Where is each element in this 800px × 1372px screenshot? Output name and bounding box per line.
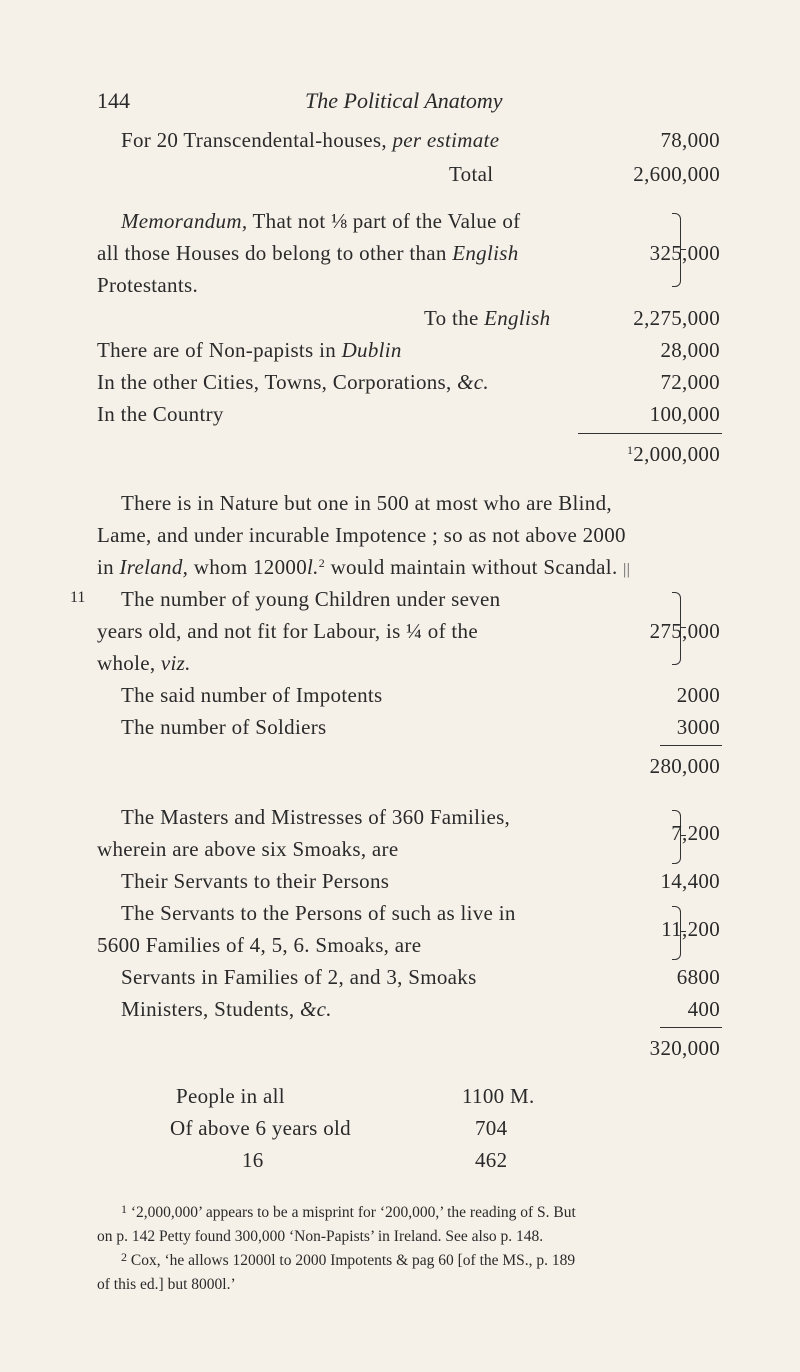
servants2-line1: The Servants to the Persons of such as live in xyxy=(121,901,516,925)
masters-line2: wherein are above six Smoaks, are xyxy=(97,837,399,861)
english-value: 2,275,000 xyxy=(633,306,720,330)
english-label: To the English xyxy=(424,306,551,330)
soldiers-value: 3000 xyxy=(676,715,720,739)
dublin-value: 28,000 xyxy=(660,338,720,362)
transcendental-label: For 20 Transcendental-houses, per estimate xyxy=(121,128,500,152)
footnote-ref-1: 1 xyxy=(626,443,634,457)
ministers-value: 400 xyxy=(687,997,720,1021)
footnote-ref-2: 2 xyxy=(318,556,326,570)
sum-rule-1 xyxy=(578,433,722,434)
children-value: 275,000 xyxy=(649,619,720,643)
margin-line-number: 11 xyxy=(70,589,86,606)
memorandum-line1: Memorandum, That not ⅛ part of the Value of xyxy=(121,209,521,233)
dublin-label: There are of Non-papists in Dublin xyxy=(97,338,402,362)
servants3-label: Servants in Families of 2, and 3, Smoaks xyxy=(121,965,477,989)
country-label: In the Country xyxy=(97,402,224,426)
summary-row3-label: 16 xyxy=(242,1148,264,1172)
footnote-1-line1: $^1$ ‘2,000,000’ appears to be a misprint for ‘200,000,’ the reading of S. But xyxy=(121,1202,576,1221)
cities-value: 72,000 xyxy=(660,370,720,394)
masters-line1: The Masters and Mistresses of 360 Families, xyxy=(121,805,511,829)
masters-value: 7,200 xyxy=(671,821,720,845)
summary-row1-label: People in all xyxy=(176,1084,285,1108)
children-line2: years old, and not fit for Labour, is ¼ of the xyxy=(97,619,478,643)
footnote-2-line2: of this ed.] but 8000l.’ xyxy=(97,1276,236,1293)
paragraph-line1: There is in Nature but one in 500 at most who are Blind, xyxy=(121,491,612,515)
soldiers-label: The number of Soldiers xyxy=(121,715,327,739)
total-value: 2,600,000 xyxy=(633,162,720,186)
cities-label: In the other Cities, Towns, Corporations, &c. xyxy=(97,370,489,394)
sum-value-3: 320,000 xyxy=(649,1036,720,1060)
paragraph-line2: Lame, and under incurable Impotence ; so as not above 2000 xyxy=(97,523,626,547)
sum-rule-3 xyxy=(660,1027,722,1028)
transcendental-value: 78,000 xyxy=(660,128,720,152)
impotents-label: The said number of Impotents xyxy=(121,683,383,707)
servants-label: Their Servants to their Persons xyxy=(121,869,390,893)
servants3-value: 6800 xyxy=(676,965,720,989)
footnote-1-line2: on p. 142 Petty found 300,000 ‘Non-Papists’ in Ireland. See also p. 148. xyxy=(97,1228,544,1245)
memorandum-value: 325,000 xyxy=(649,241,720,265)
servants2-line2: 5600 Families of 4, 5, 6. Smoaks, are xyxy=(97,933,422,957)
children-line1: The number of young Children under seven xyxy=(121,587,501,611)
ministers-label: Ministers, Students, &c. xyxy=(121,997,332,1021)
memorandum-line2: all those Houses do belong to other than English xyxy=(97,241,519,265)
country-value: 100,000 xyxy=(649,402,720,426)
footnote-2-mark: 2 xyxy=(121,1250,127,1264)
summary-row3-value: 462 xyxy=(475,1148,508,1172)
servants-value: 14,400 xyxy=(660,869,720,893)
footnote-1-mark: 1 xyxy=(121,1202,127,1216)
summary-row2-value: 704 xyxy=(475,1116,508,1140)
children-line3: whole, viz. xyxy=(97,651,191,675)
summary-row2-label: Of above 6 years old xyxy=(170,1116,351,1140)
summary-row1-value: 1100 M. xyxy=(462,1084,535,1108)
running-title: The Political Anatomy xyxy=(305,88,503,113)
total-label: Total xyxy=(449,162,494,186)
servants2-value: 11,200 xyxy=(661,917,720,941)
memorandum-line3: Protestants. xyxy=(97,273,199,297)
sum-value-1: $^1$2,000,000 xyxy=(626,442,720,466)
sum-value-2: 280,000 xyxy=(649,754,720,778)
sum-rule-2 xyxy=(660,745,722,746)
page-number: 144 xyxy=(97,88,130,113)
paragraph-line3: in Ireland, whom 12000l.$^2$ would maintain without Scandal. || xyxy=(97,555,631,579)
impotents-value: 2000 xyxy=(676,683,720,707)
footnote-2-line1: $^2$ Cox, ‘he allows 12000l to 2000 Impotents & pag 60 [of the MS., p. 189 xyxy=(121,1250,576,1269)
